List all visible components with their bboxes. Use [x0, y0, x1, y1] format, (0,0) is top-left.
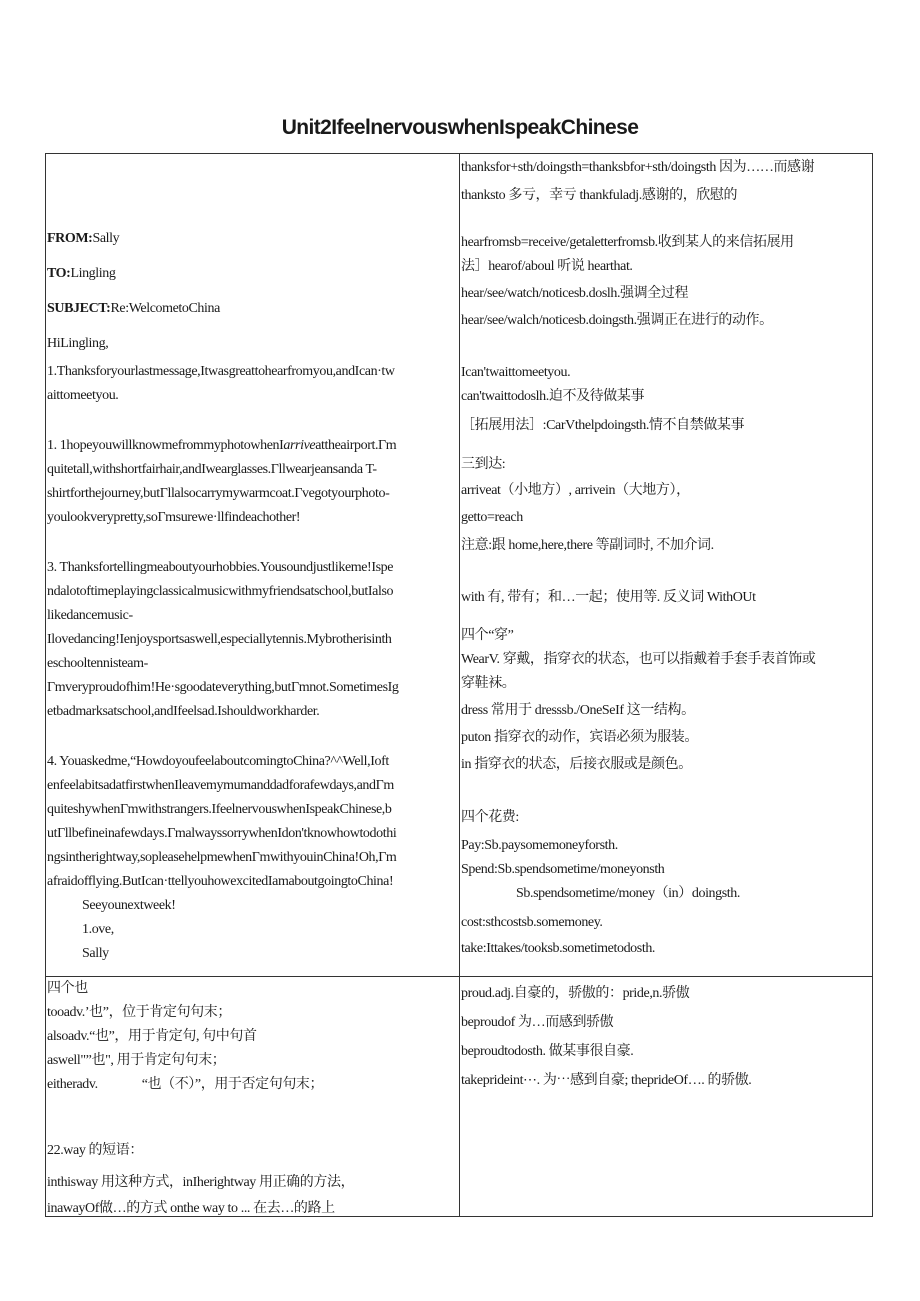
paragraph-2-line: shirtforthejourney,butΓllalsocarrymywarmcoat.Γvegotyourphoto- [47, 486, 390, 501]
paragraph-4-line: utΓllbefineinafewdays.ΓmalwayssorrywhenIdon'tknowhowtodothi [47, 826, 397, 841]
closing-line: Seeyounextweek! [82, 898, 176, 913]
note-way: inawayOf做…的方式 onthe way to ... 在去…的路上 [47, 1201, 335, 1216]
note-hear: 法］hearof/aboul 听说 hearthat. [461, 259, 633, 274]
paragraph-3-line: eschooltennisteam- [47, 656, 148, 671]
note-wear: WearV. 穿戴，指穿衣的状态，也可以指戴着手套手表首饰或 [461, 652, 816, 667]
note-cant-wait: ［拓展用法］:CarVthelpdoingsth.情不自禁做某事 [461, 418, 745, 433]
email-cell [47, 154, 457, 976]
proud-notes-cell [461, 977, 873, 1217]
subject-line: SUBJECT:Re:WelcometoChina [47, 301, 220, 316]
note-spend: Spend:Sb.spendsometime/moneyonsth [461, 862, 665, 877]
note-also: eitheradv. “也（不）”，用于否定句句末； [47, 1077, 324, 1092]
closing-line: 1.ove, [82, 922, 114, 937]
also-way-notes-cell [47, 977, 457, 1217]
paragraph-4-line: ngsintherightway,sopleasehelpmewhenΓmwithyouinChina!Oh,Γm [47, 850, 397, 865]
paragraph-2-line: 1. 1hopeyouwillknowmefrommyphotowhenIarriveattheairport.Γm [47, 438, 397, 453]
paragraph-4-line: afraidofflying.ButIcan·ttellyouhowexcitedIamaboutgoingtoChina! [47, 874, 394, 889]
to-line: TO:Lingling [47, 266, 116, 281]
note-also: aswell"”也", 用于肯定句句末； [47, 1053, 226, 1068]
note-way: inthisway 用这种方式，inIherightway 用正确的方法， [47, 1175, 355, 1190]
paragraph-4-line: quiteshywhenΓmwithstrangers.IfeelnervouswhenIspeakChinese,b [47, 802, 392, 817]
note-wear: 四个“穿” [461, 628, 514, 643]
note-hear: hear/see/watch/noticesb.doslh.强调全过程 [461, 286, 689, 301]
paragraph-1-line: 1.Thanksforyourlastmessage,Itwasgreattohearfromyou,andIcan·tw [47, 364, 395, 379]
note-arrive: arriveat（小地方）, arrivein（大地方）， [461, 483, 690, 498]
note-wear: puton 指穿衣的动作，宾语必须为服装。 [461, 730, 698, 745]
paragraph-2-line: youlookverypretty,soΓmsurewe·llfindeachother! [47, 510, 301, 525]
note-arrive: 三到达: [461, 457, 506, 472]
note-cant-wait: can'twaittodoslh.迫不及待做某事 [461, 389, 645, 404]
paragraph-3-line: Ilovedancing!Ienjoysportsaswell,especiallytennis.Mybrotherisinth [47, 632, 392, 647]
paragraph-3-line: etbadmarksatschool,andIfeelsad.Ishouldworkharder. [47, 704, 320, 719]
paragraph-4-line: enfeelabitsadatfirstwhenIleavemymumanddadforafewdays,andΓm [47, 778, 394, 793]
note-spend: Sb.spendsometime/money（in）doingsth. [516, 886, 740, 901]
note-also: alsoadv.“也”，用于肯定句, 句中句首 [47, 1029, 257, 1044]
paragraph-3-line: 3. Thanksfortellingmeaboutyourhobbies.Yousoundjustlikeme!Ispe [47, 560, 394, 575]
note-proud: proud.adj.自豪的，骄傲的：pride,n.骄傲 [461, 986, 690, 1001]
paragraph-3-line: likedancemusic- [47, 608, 133, 623]
note-cant-wait: Ican'twaittomeetyou. [461, 365, 571, 380]
note-spend: Pay:Sb.paysomemoneyforsth. [461, 838, 618, 853]
note-also: 四个也 [47, 981, 88, 996]
note-hear: hearfromsb=receive/getaletterfromsb.收到某人的来信拓展用 [461, 235, 794, 250]
note-proud: beproudof 为…而感到骄傲 [461, 1015, 614, 1030]
note-hear: hear/see/walch/noticesb.doingsth.强调正在进行的动作。 [461, 313, 773, 328]
note-thanks: thanksfor+sth/doingsth=thanksbfor+sth/doingsth 因为……而感谢 [461, 160, 815, 175]
paragraph-4-line: 4. Youaskedme,“HowdoyoufeelaboutcomingtoChina?^^Well,Ioft [47, 754, 389, 769]
note-arrive: 注意:跟 home,here,there 等副词时, 不加介词. [461, 538, 714, 553]
note-arrive: getto=reach [461, 510, 523, 525]
column-divider [459, 154, 460, 1216]
from-line: FROM:Sally [47, 231, 120, 246]
note-wear: 穿鞋袜。 [461, 676, 516, 691]
note-spend: 四个花费: [461, 810, 519, 825]
paragraph-2-line: quitetall,withshortfairhair,andIwearglasses.Γllwearjeansanda T- [47, 462, 377, 477]
note-wear: dress 常用于 dresssb./OneSeIf 这一结构。 [461, 703, 695, 718]
paragraph-3-line: Γmveryproudofhim!He·sgoodateverything,butΓmnot.SometimesIg [47, 680, 399, 695]
page-title: Unit2IfeelnervouswhenIspeakChinese [281, 116, 639, 139]
paragraph-1-line: aittomeetyou. [47, 388, 119, 403]
note-spend: cost:sthcostsb.somemoney. [461, 915, 603, 930]
vocab-notes-cell [461, 154, 873, 976]
note-proud: takeprideint⋯. 为⋯感到自豪; theprideOf…. 的骄傲. [461, 1073, 752, 1088]
greeting: HiLingling, [47, 336, 109, 351]
note-thanks: thanksto 多亏，幸亏 thankfuladj.感谢的，欣慰的 [461, 188, 738, 203]
notes-table [45, 153, 873, 1217]
note-with: with 有, 带有；和…一起；使用等. 反义词 WithOUt [461, 590, 756, 605]
note-spend: take:Ittakes/tooksb.sometimetodosth. [461, 941, 656, 956]
note-way: 22.way 的短语： [47, 1143, 143, 1158]
closing-line: Sally [82, 946, 109, 961]
note-proud: beproudtodosth. 做某事很自豪. [461, 1044, 634, 1059]
paragraph-3-line: ndalotoftimeplayingclassicalmusicwithmyfriendsatschool,butIalso [47, 584, 394, 599]
note-wear: in 指穿衣的状态，后接衣服或是颜色。 [461, 757, 692, 772]
note-also: tooadv.’也”，位于肯定句句末； [47, 1005, 231, 1020]
